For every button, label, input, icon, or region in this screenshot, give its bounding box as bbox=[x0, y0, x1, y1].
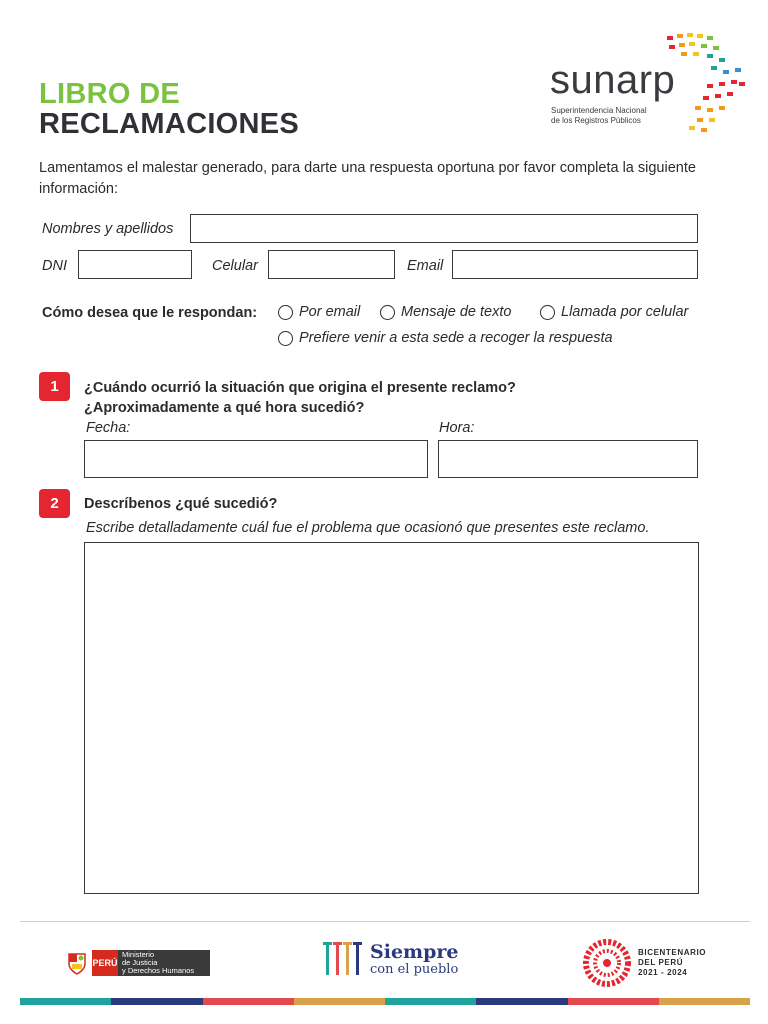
peru-shield-icon bbox=[66, 950, 88, 976]
radio-llamada-celular[interactable] bbox=[540, 304, 688, 320]
celular-field[interactable] bbox=[268, 250, 395, 279]
footer-divider bbox=[20, 921, 750, 922]
radio-circle-icon[interactable] bbox=[380, 305, 395, 320]
response-method-label: Cómo desea que le respondan: bbox=[42, 305, 258, 321]
question-2-instruction: Escribe detalladamente cuál fue el problema que ocasionó que presentes este reclamo. bbox=[86, 520, 650, 536]
ministerio-line3: y Derechos Humanos bbox=[122, 966, 195, 975]
siempre-text bbox=[370, 943, 459, 979]
radio-circle-icon[interactable] bbox=[278, 305, 293, 320]
stripe bbox=[476, 998, 567, 1005]
question-1-badge: 1 bbox=[39, 372, 70, 401]
logo-subtitle-line1: Superintendencia Nacional bbox=[551, 106, 647, 115]
radio-recoger-sede[interactable] bbox=[278, 330, 613, 346]
bicentenario-line1: BICENTENARIO bbox=[638, 948, 707, 957]
nombres-label: Nombres y apellidos bbox=[42, 221, 174, 237]
page-title-line2: RECLAMACIONES bbox=[39, 108, 300, 140]
stripe bbox=[203, 998, 294, 1005]
fecha-label: Fecha: bbox=[86, 420, 131, 436]
siempre-logo bbox=[322, 940, 459, 982]
radio-por-email[interactable] bbox=[278, 304, 360, 320]
bicentenario-emblem-icon bbox=[582, 938, 632, 988]
page-title-line1: LIBRO DE bbox=[39, 78, 180, 110]
email-label: Email bbox=[407, 258, 444, 274]
bicentenario-logo bbox=[582, 938, 706, 988]
ministerio-line2: de Justicia bbox=[122, 958, 158, 967]
logo-subtitle-line2: de los Registros Públicos bbox=[551, 116, 641, 125]
ministerio-text bbox=[118, 950, 210, 976]
stripe bbox=[568, 998, 659, 1005]
radio-mensaje-texto[interactable] bbox=[380, 304, 511, 320]
hora-field[interactable] bbox=[438, 440, 698, 478]
dni-label: DNI bbox=[42, 258, 67, 274]
question-2-badge: 2 bbox=[39, 489, 70, 518]
radio-circle-icon[interactable] bbox=[540, 305, 555, 320]
ministerio-logo bbox=[66, 950, 210, 976]
stripe bbox=[294, 998, 385, 1005]
description-textarea[interactable] bbox=[84, 542, 699, 894]
radio-circle-icon[interactable] bbox=[278, 331, 293, 346]
logo-wordmark: sunarp bbox=[550, 58, 676, 102]
bicentenario-line2: DEL PERÚ bbox=[638, 958, 684, 967]
footer-color-stripes bbox=[20, 998, 750, 1005]
sunarp-logo bbox=[548, 30, 748, 135]
stripe bbox=[659, 998, 750, 1005]
nombres-field[interactable] bbox=[190, 214, 698, 243]
radio-label: Prefiere venir a esta sede a recoger la respuesta bbox=[299, 330, 613, 346]
email-field[interactable] bbox=[452, 250, 698, 279]
siempre-figures-icon bbox=[322, 940, 364, 982]
stripe bbox=[385, 998, 476, 1005]
radio-label: Llamada por celular bbox=[561, 304, 689, 320]
stripe bbox=[20, 998, 111, 1005]
siempre-line1: Siempre bbox=[370, 941, 459, 963]
sunrays-icon bbox=[623, 30, 748, 135]
intro-text: Lamentamos el malestar generado, para darte una respuesta oportuna por favor completa la siguiente información: bbox=[39, 160, 696, 197]
bicentenario-line3: 2021 - 2024 bbox=[638, 968, 688, 977]
peru-label: PERÚ bbox=[92, 950, 118, 976]
question-1-line2: ¿Aproximadamente a qué hora sucedió? bbox=[84, 400, 365, 416]
fecha-field[interactable] bbox=[84, 440, 428, 478]
ministerio-line1: Ministerio bbox=[122, 950, 155, 959]
hora-label: Hora: bbox=[439, 420, 475, 436]
question-1-line1: ¿Cuándo ocurrió la situación que origina el presente reclamo? bbox=[84, 380, 516, 396]
bicentenario-text bbox=[638, 948, 706, 978]
question-2-title: Descríbenos ¿qué sucedió? bbox=[84, 496, 278, 512]
stripe bbox=[111, 998, 202, 1005]
radio-label: Mensaje de texto bbox=[401, 304, 512, 320]
siempre-line2: con el pueblo bbox=[370, 962, 459, 977]
dni-field[interactable] bbox=[78, 250, 192, 279]
radio-label: Por email bbox=[299, 304, 361, 320]
celular-label: Celular bbox=[212, 258, 258, 274]
